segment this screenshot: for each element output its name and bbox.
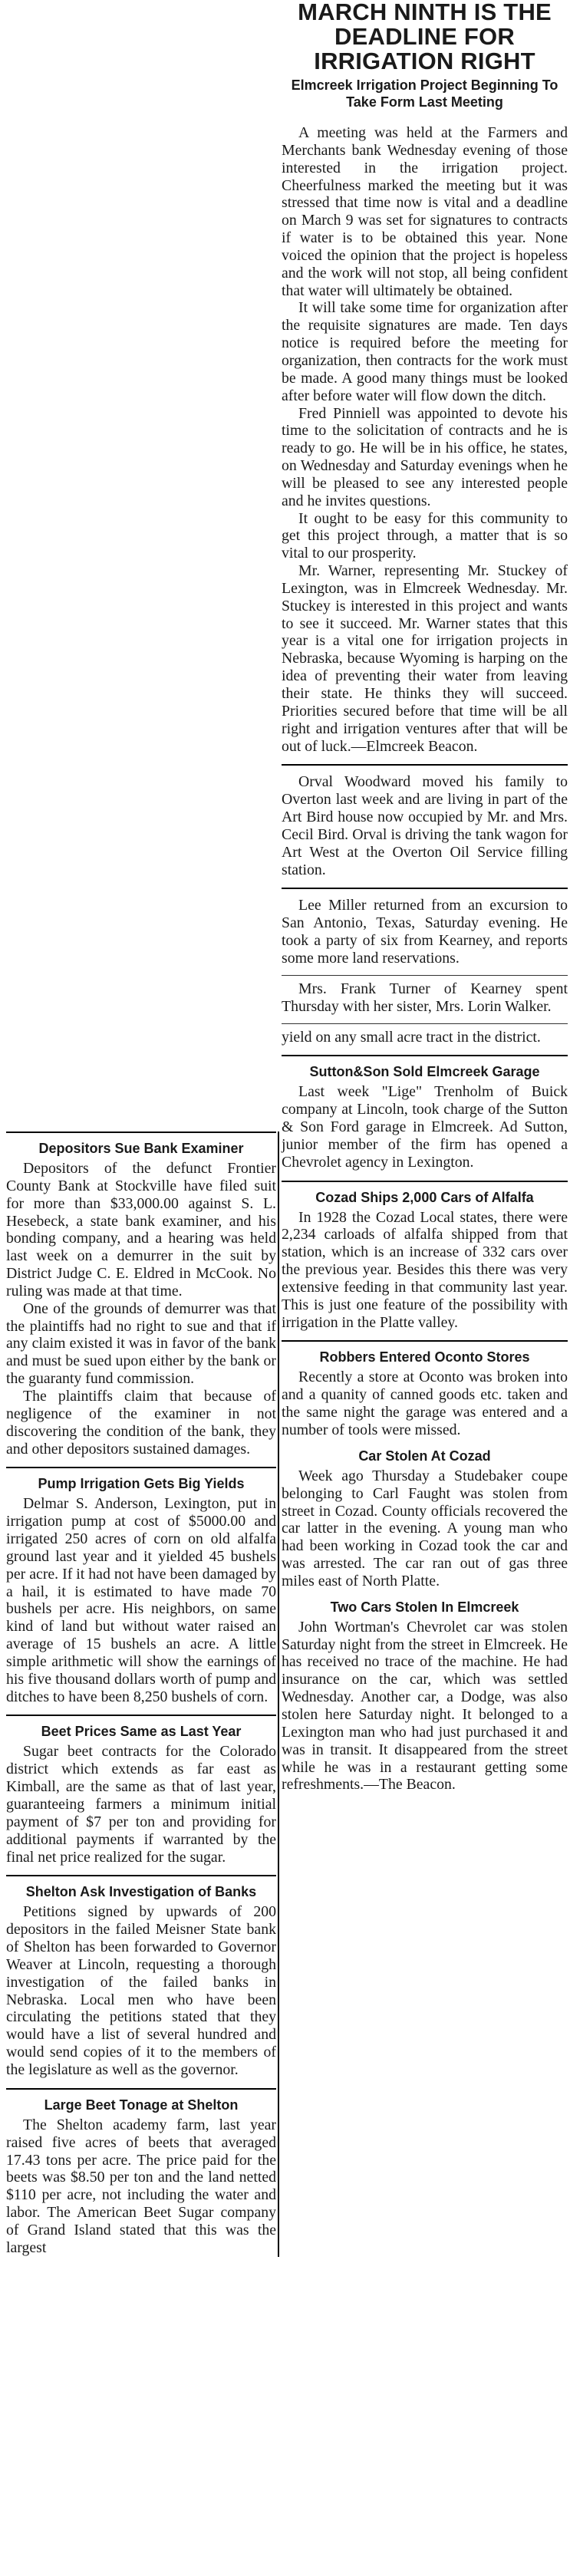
- story-headline: Two Cars Stolen In Elmcreek: [330, 1599, 519, 1615]
- column-rule: [6, 2088, 276, 2090]
- news-item: Lee Miller returned from an excursion to San Antonio, Texas, Saturday evening. He took a party of six from Kearney, and reports some more land reservations.: [282, 897, 568, 967]
- column-rule: [282, 888, 568, 889]
- column-rule: [282, 1023, 568, 1024]
- main-paragraph: A meeting was held at the Farmers and Merchants bank Wednesday evening of those interested in the irrigation project. Cheerfulness marked the meeting but it was stressed that time now is vital and a deadline on March 9 was set for signatures to contracts if water is to be obtained this year. None voiced the opinion that the project is hopeless and the work will not stop, all being confident that water will ultimately be obtained.: [282, 124, 568, 299]
- column-rule: [6, 1715, 276, 1716]
- story-headline: Car Stolen At Cozad: [358, 1448, 491, 1464]
- story-paragraph: The Shelton academy farm, last year raised five acres of beets that averaged 17.43 tons per acre. The price paid for the beets was $8.50 per ton and the land netted $110 per acre, not including the water and labor. The American Beet Sugar company of Grand Island stated that this was the largest: [6, 2116, 276, 2256]
- column-rule: [282, 975, 568, 976]
- column-rule: [6, 1875, 276, 1876]
- story-paragraph: The plaintiffs claim that because of negligence of the examiner in not discovering the condition of the bank, they and other depositors sustained damages.: [6, 1387, 276, 1458]
- main-paragraph: It will take some time for organization after the requisite signatures are made. Ten days notice is required before the meeting for organization, then contracts for the work must be made. A good many things must be looked after before water will flow down the ditch.: [282, 299, 568, 404]
- story-headline: Large Beet Tonage at Shelton: [44, 2097, 239, 2113]
- main-headline: MARCH NINTH IS THE DEADLINE FOR IRRIGATION RIGHT: [298, 0, 552, 74]
- column-rule: [282, 764, 568, 766]
- story-paragraph: Petitions signed by upwards of 200 depositors in the failed Meisner State bank of Shelton has been forwarded to Governor Weaver at Lincoln, requesting a thorough investigation of the failed banks in Nebraska. Local men who have been circulating the petitions stated that they would have a list of several hundred and would send copies of it to the members of the legislature as well as the governor.: [6, 1903, 276, 2078]
- column-rule: [6, 1132, 276, 1133]
- story-headline: Beet Prices Same as Last Year: [41, 1724, 242, 1740]
- column-rule: [6, 1467, 276, 1468]
- column-rule: [282, 1340, 568, 1342]
- story-paragraph: John Wortman's Chevrolet car was stolen Saturday night from the street in Elmcreek. He has received no trace of the machine. He had insurance on the car, which was settled Wednesday. Another car, a Dodge, was also stolen here Saturday night. It belonged to a Lexington man who had just purchased it and was in transit. It disappeared from the street while he was in a restaurant getting some refreshments.—The Beacon.: [282, 1618, 568, 1794]
- story-paragraph: Recently a store at Oconto was broken into and a quanity of canned goods etc. taken and the same night the garage was entered and a number of tools were missed.: [282, 1369, 568, 1438]
- main-deck: Elmcreek Irrigation Project Beginning To Take Form Last Meeting: [291, 77, 558, 110]
- story-paragraph: Sugar beet contracts for the Colorado district which extends as far east as Kimball, are the same as that of last year, guaranteeing farmers a minimum initial payment of $7 per ton and providing for additional payments if warranted by the final net price realized for the sugar.: [6, 1743, 276, 1866]
- story-paragraph: Week ago Thursday a Studebaker coupe belonging to Carl Faught was stolen from street in Cozad. County officials recovered the car latter in the evening. A young man who had been working in Cozad took the car and was arrested. The car ran out of gas three miles east of North Platte.: [282, 1467, 568, 1589]
- right-column: [282, 0, 568, 1794]
- left-column: [6, 1132, 279, 2257]
- story-paragraph: Depositors of the defunct Frontier County Bank at Stockville have filed suit for more than $33,000.00 against S. L. Hesebeck, a state bank examiner, and his bonding company, and a hearing was held last week on a demurrer in the suit by District Judge C. E. Eldred in McCook. No ruling was made at that time.: [6, 1160, 276, 1300]
- story-paragraph: In 1928 the Cozad Local states, there were 2,234 carloads of alfalfa shipped from that station, which is an increase of 332 cars over the previous year. Besides this there was very extensive feeding in that community last year. This is just one feature of the possibility with irrigation in the Platte valley.: [282, 1208, 568, 1331]
- story-headline: Cozad Ships 2,000 Cars of Alfalfa: [315, 1189, 534, 1205]
- story-headline: Robbers Entered Oconto Stores: [319, 1349, 530, 1365]
- main-story-body: [282, 124, 568, 755]
- story-headline: Sutton&Son Sold Elmcreek Garage: [309, 1064, 540, 1080]
- story-paragraph: Delmar S. Anderson, Lexington, put in irrigation pump at cost of $5000.00 and irrigated 250 acres of corn on old alfalfa ground last year and it yielded 45 bushels per acre. If it had not have been damaged by a hail, it is estimated to have made 70 bushels per acre. His neighbors, on same kind of land but without water raised an average of 15 bushels an acre. A little simple arithmetic will show the earnings of his five thousand dollars worth of pump and ditches to have been 8,250 bushels of corn.: [6, 1495, 276, 1705]
- story-headline: Shelton Ask Investigation of Banks: [25, 1884, 257, 1900]
- main-paragraph: Fred Pinniell was appointed to devote his time to the solicitation of contracts and he is ready to go. He will be in his office, he states, on Wednesday and Saturday evenings when he will be pleased to see any interested people and he invites questions.: [282, 404, 568, 509]
- main-paragraph: It ought to be easy for this community to get this project through, a matter that is so vital to our prosperity.: [282, 509, 568, 562]
- story-paragraph: Last week "Lige" Trenholm of Buick company at Lincoln, took charge of the Sutton & Son Ford garage in Elmcreek. Ad Sutton, junior member of the firm has opened a Chevrolet agency in Lexington.: [282, 1083, 568, 1171]
- news-item: yield on any small acre tract in the district.: [282, 1028, 541, 1046]
- column-rule: [282, 1181, 568, 1182]
- news-item: Orval Woodward moved his family to Overton last week and are living in part of the Art Bird house now occupied by Mr. and Mrs. Cecil Bird. Orval is driving the tank wagon for Art West at the Overton Oil Service filling station.: [282, 773, 568, 878]
- story-paragraph: One of the grounds of demurrer was that the plaintiffs had no right to sue and that if any claim existed it was in favor of the bank and must be sued upon either by the bank or the guaranty fund commission.: [6, 1300, 276, 1388]
- news-item: Mrs. Frank Turner of Kearney spent Thursday with her sister, Mrs. Lorin Walker.: [282, 980, 568, 1015]
- story-headline: Depositors Sue Bank Examiner: [38, 1141, 244, 1156]
- main-paragraph: Mr. Warner, representing Mr. Stuckey of Lexington, was in Elmcreek Wednesday. Mr. Stuckey is interested in this project and wants to see it succeed. Mr. Warner states that this year is a vital one for irrigation projects in Nebraska, because Wyoming is harping on the idea of preventing their water from leaving their state. He thinks they will succeed. Priorities secured before that time will be all right and irrigation ventures after that will be out of luck.—Elmcreek Beacon.: [282, 562, 568, 755]
- column-rule: [282, 1055, 568, 1056]
- story-headline: Pump Irrigation Gets Big Yields: [38, 1476, 245, 1492]
